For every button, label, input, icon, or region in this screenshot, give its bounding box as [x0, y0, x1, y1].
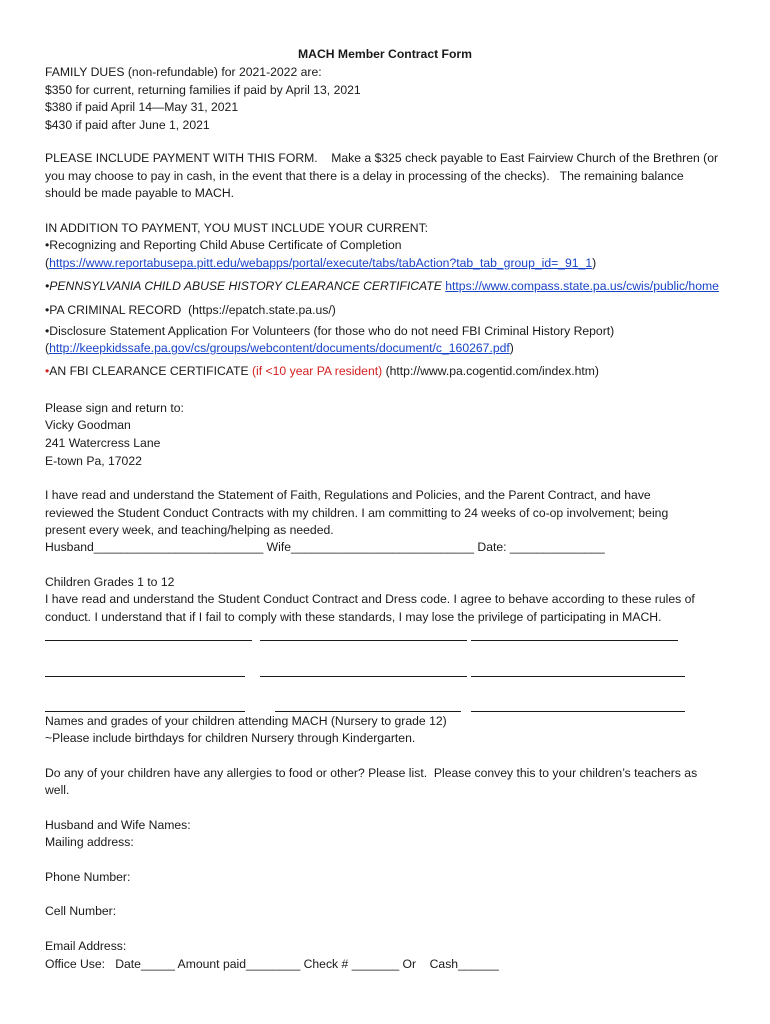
fbi-clearance-label: AN FBI CLEARANCE CERTIFICATE [49, 364, 252, 378]
requirement-abuse-certificate-link-line [45, 255, 596, 272]
children-line-1: I have read and understand the Student Conduct Contract and Dress code. I agree to behave according to these rules of [45, 592, 695, 606]
return-name: Vicky Goodman [45, 418, 131, 432]
agreement-line-3: present every week, and teaching/helping as needed. [45, 523, 334, 537]
requirement-disclosure-statement: •Disclosure Statement Application For Volunteers (for those who do not need FBI Criminal History Report) [45, 324, 615, 338]
child-signature-blank[interactable] [471, 711, 685, 712]
agreement-line-1: I have read and understand the Statement of Faith, Regulations and Policies, and the Parent Contract, and have [45, 488, 651, 502]
payment-line-1: PLEASE INCLUDE PAYMENT WITH THIS FORM. Make a $325 check payable to East Fairview Church of the Brethren (or [45, 151, 719, 165]
child-signature-blank[interactable] [260, 640, 467, 641]
cell-number-field[interactable]: Cell Number: [45, 904, 117, 918]
child-signature-blank[interactable] [260, 676, 467, 677]
fbi-clearance-note: (if <10 year PA resident) [252, 364, 383, 378]
reportabusepa-link[interactable]: https://www.reportabusepa.pitt.edu/webapps/portal/execute/tabs/tabAction?tab_tab_group_id=_91_1 [49, 256, 593, 270]
dues-line-1: $350 for current, returning families if paid by April 13, 2021 [45, 83, 361, 97]
phone-number-field[interactable]: Phone Number: [45, 870, 131, 884]
requirement-pa-child-abuse-clearance [45, 278, 719, 295]
mailing-address-field[interactable]: Mailing address: [45, 835, 134, 849]
signature-line[interactable]: Husband_________________________ Wife___________________________ Date: ______________ [45, 540, 605, 554]
dues-line-3: $430 if paid after June 1, 2021 [45, 118, 210, 132]
children-heading: Children Grades 1 to 12 [45, 575, 175, 589]
children-names-label: Names and grades of your children attending MACH (Nursery to grade 12) [45, 714, 447, 728]
husband-wife-names-field[interactable]: Husband and Wife Names: [45, 818, 191, 832]
child-signature-blank[interactable] [45, 711, 245, 712]
allergies-line-2: well. [45, 783, 70, 797]
child-signature-blank[interactable] [471, 640, 678, 641]
birthdays-note: ~Please include birthdays for children Nursery through Kindergarten. [45, 731, 416, 745]
return-city: E-town Pa, 17022 [45, 454, 142, 468]
agreement-line-2: reviewed the Student Conduct Contracts with my children. I am committing to 24 weeks of co-op involvement; being [45, 506, 669, 520]
office-use-line: Office Use: Date_____ Amount paid________ Check # _______ Or Cash______ [45, 957, 499, 971]
children-line-2: conduct. I understand that if I fail to comply with these standards, I may lose the privilege of participating in MACH. [45, 610, 662, 624]
payment-line-2: you may choose to pay in cash, in the event that there is a delay in processing of the checks). The remaining balance [45, 169, 684, 183]
child-signature-blank[interactable] [45, 640, 252, 641]
allergies-line-1: Do any of your children have any allergies to food or other? Please list. Please convey this to your children’s teachers as [45, 766, 698, 780]
cogentid-url: (http://www.pa.cogentid.com/index.htm) [382, 364, 599, 378]
red-bullet: • [45, 364, 50, 378]
requirements-heading: IN ADDITION TO PAYMENT, YOU MUST INCLUDE YOUR CURRENT: [45, 221, 429, 235]
return-heading: Please sign and return to: [45, 401, 184, 415]
child-signature-blank[interactable] [471, 676, 685, 677]
open-paren: ( [45, 256, 50, 270]
compass-link[interactable]: https://www.compass.state.pa.us/cwis/public/home [445, 279, 719, 293]
pa-child-abuse-clearance-label: •PENNSYLVANIA CHILD ABUSE HISTORY CLEARANCE CERTIFICATE [45, 279, 446, 293]
close-paren: ) [592, 256, 597, 270]
open-paren: ( [45, 341, 50, 355]
requirement-fbi-clearance [45, 363, 599, 380]
payment-line-3: should be made payable to MACH. [45, 186, 235, 200]
keepkidssafe-link[interactable]: http://keepkidssafe.pa.gov/cs/groups/webcontent/documents/document/c_160267.pdf [49, 341, 510, 355]
form-title: MACH Member Contract Form [297, 47, 473, 61]
return-street: 241 Watercress Lane [45, 436, 161, 450]
dues-line-2: $380 if paid April 14—May 31, 2021 [45, 100, 239, 114]
dues-heading: FAMILY DUES (non-refundable) for 2021-2022 are: [45, 65, 322, 79]
requirement-pa-criminal-record: •PA CRIMINAL RECORD (https://epatch.state.pa.us/) [45, 303, 336, 317]
requirement-abuse-certificate: •Recognizing and Reporting Child Abuse Certificate of Completion [45, 238, 402, 252]
email-address-field[interactable]: Email Address: [45, 939, 127, 953]
requirement-disclosure-link-line [45, 340, 514, 357]
close-paren: ) [509, 341, 514, 355]
child-signature-blank[interactable] [275, 711, 461, 712]
child-signature-blank[interactable] [45, 676, 245, 677]
